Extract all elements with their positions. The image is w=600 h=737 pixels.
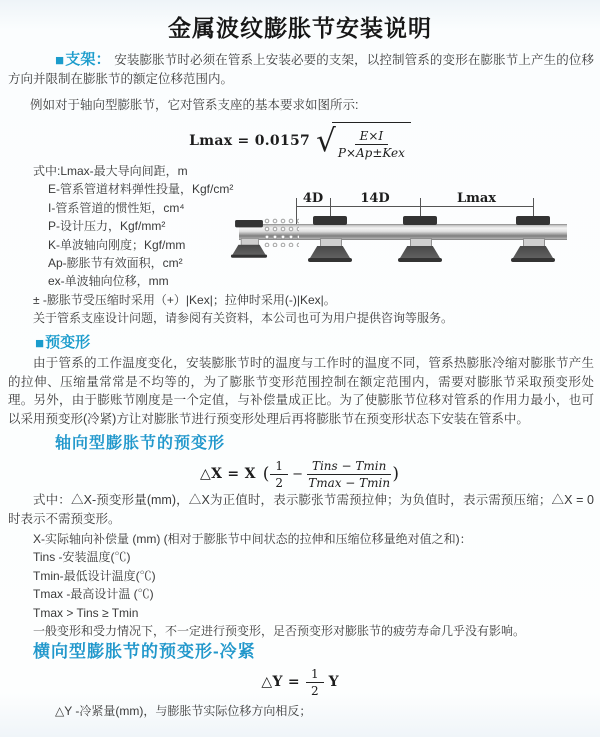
axial-note-line: 一般变形和受力情况下，不一定进行预变形，足否预变形对膨胀节的疲劳寿命几乎没有影响。 [33, 624, 526, 639]
definition-line: 式中:Lmax-最大导向间距，m [33, 164, 188, 178]
page-title: 金属波纹膨胀节安装说明 [168, 15, 432, 41]
support-clamp [516, 216, 550, 225]
anchor-support [231, 220, 267, 261]
support-base [511, 258, 555, 262]
support-saddle [310, 246, 350, 258]
definition-line: X-实际轴向补偿量 (mm) (相对于膨胀节中间状态的拉伸和压缩位移量绝对值之和)： [33, 532, 472, 546]
support-saddle [513, 246, 553, 258]
axial-formula [0, 456, 600, 492]
support-saddle [400, 246, 440, 258]
definition-line: ± -膨胀节受压缩时采用（+）|Kex|；拉伸时采用(-)|Kex|。 [33, 292, 336, 307]
lateral-formula [0, 666, 600, 698]
half-fraction-numerator: 1 [270, 459, 288, 475]
radical-body [332, 122, 411, 160]
section-square-icon: ■ [55, 52, 65, 69]
definition-line: Tmax > Tins ≥ Tmin [33, 605, 139, 620]
definition-line: Tmax -最高设计温 (℃) [33, 587, 154, 602]
bellows-icon [263, 217, 299, 247]
predeform-section-header [35, 331, 90, 352]
close-paren: ) [392, 464, 399, 484]
half-fraction-numerator: 1 [306, 667, 324, 683]
support-intro-text: 安装膨胀节时必须在管系上安装必要的支架，以控制管系的变形在膨胀节上产生的位移方向并限制在膨胀节的额定位移范围内。 [8, 53, 594, 86]
lateral-formula-rhs: Y [328, 674, 339, 690]
support-section-marker [55, 51, 111, 68]
dimension-line [296, 206, 533, 207]
lmax-fraction-denominator: P×Ap±Kex [337, 146, 405, 160]
half-fraction [306, 667, 324, 698]
support-example-line: 例如对于轴向型膨胀节，它对管系支座的基本要求如图所示: [30, 98, 359, 112]
axial-explain-paragraph: 式中：△X-预变形量(mm)，△X为正值时，表示膨张节需预拉伸；为负值时，表示需预压缩；△X = 0时表示不需预变形。 [8, 493, 594, 526]
section-square-icon: ■ [35, 335, 45, 352]
support-base [231, 254, 267, 257]
dim-label-4d: 4D [302, 191, 324, 206]
consult-note-line: 关于管系支座设计问题，请参阅有关资料，本公司也可为用户提供咨询等服务。 [33, 311, 454, 326]
predeform-paragraph: 由于管系的工作温度变化，安装膨胀节时的温度与工作时的温度不同，管系热膨胀冷缩对膨胀节产生的拉伸、压缩量常常是不均等的，为了膨胀节变形范围控制在额定范围内，需要对膨胀节采取预变形处理。另外，由于膨账节刚度是一个定值，与补偿量成正比。为了使膨胀节位移对管系的作用力最小，也可以采用预变形(冷紧)方让对膨胀节进行预变形处理后再将膨胀节在预变形状态下安装在管系中。 [8, 356, 594, 426]
lmax-fraction-numerator: E×I [355, 129, 389, 145]
definition-line: Tins -安装温度(℃) [33, 550, 131, 565]
support-clamp [235, 220, 263, 227]
temperature-fraction-denominator: Tmax − Tmin [308, 475, 391, 490]
guide-support [398, 216, 442, 266]
axial-formula-lhs: △X = X [200, 466, 256, 482]
definition-line: Ap-膨胀节有效面积，cm² [48, 256, 183, 271]
support-base [308, 258, 352, 262]
lmax-fraction [338, 129, 405, 160]
predeform-section-label: 预变形 [45, 334, 91, 351]
definition-line: Tmin-最低设计温度(℃) [33, 568, 156, 583]
half-fraction-denominator: 2 [275, 475, 284, 490]
support-base [398, 258, 442, 262]
radical-sign: √ [316, 123, 336, 159]
definition-line: P-设计压力，Kgf/mm² [48, 219, 166, 234]
minus-operator: − [292, 466, 303, 482]
guide-support [511, 216, 555, 266]
pipe-support-diagram [237, 190, 569, 274]
open-paren: ( [262, 464, 270, 484]
temperature-fraction [307, 459, 391, 490]
lmax-formula [0, 122, 600, 160]
support-section-label: 支架： [65, 51, 111, 68]
lmax-formula-lhs: Lmax = 0.0157 [189, 133, 311, 149]
definition-line: E-管系管道材料弹性投量，Kgf/cm² [48, 182, 234, 197]
definition-line: ex-单波轴向位移，mm [48, 274, 169, 289]
lateral-formula-lhs: △Y = [261, 674, 300, 690]
temperature-fraction-numerator: Tins − Tmin [307, 459, 391, 475]
guide-support [308, 216, 352, 266]
axial-predeform-heading: 轴向型膨胀节的预变形 [55, 435, 226, 452]
definition-line: I-管系管道的惯性矩，cm⁴ [48, 200, 185, 215]
support-intro-paragraph [8, 50, 594, 89]
axial-definition-list [33, 530, 525, 640]
dim-label-14d: 14D [360, 191, 390, 206]
support-clamp [403, 216, 437, 225]
support-clamp [313, 216, 347, 225]
support-saddle [233, 245, 266, 255]
half-fraction-denominator: 2 [310, 683, 319, 698]
lateral-predeform-heading: 横向型膨胀节的预变形-冷紧 [33, 642, 256, 661]
definition-line: K-单波轴向刚度；Kgf/mm [48, 237, 186, 252]
dim-label-lmax: Lmax [456, 191, 497, 206]
lateral-note-line: △Y -冷紧量(mm)，与膨胀节实际位移方向相反； [55, 704, 312, 718]
half-fraction [270, 459, 288, 490]
